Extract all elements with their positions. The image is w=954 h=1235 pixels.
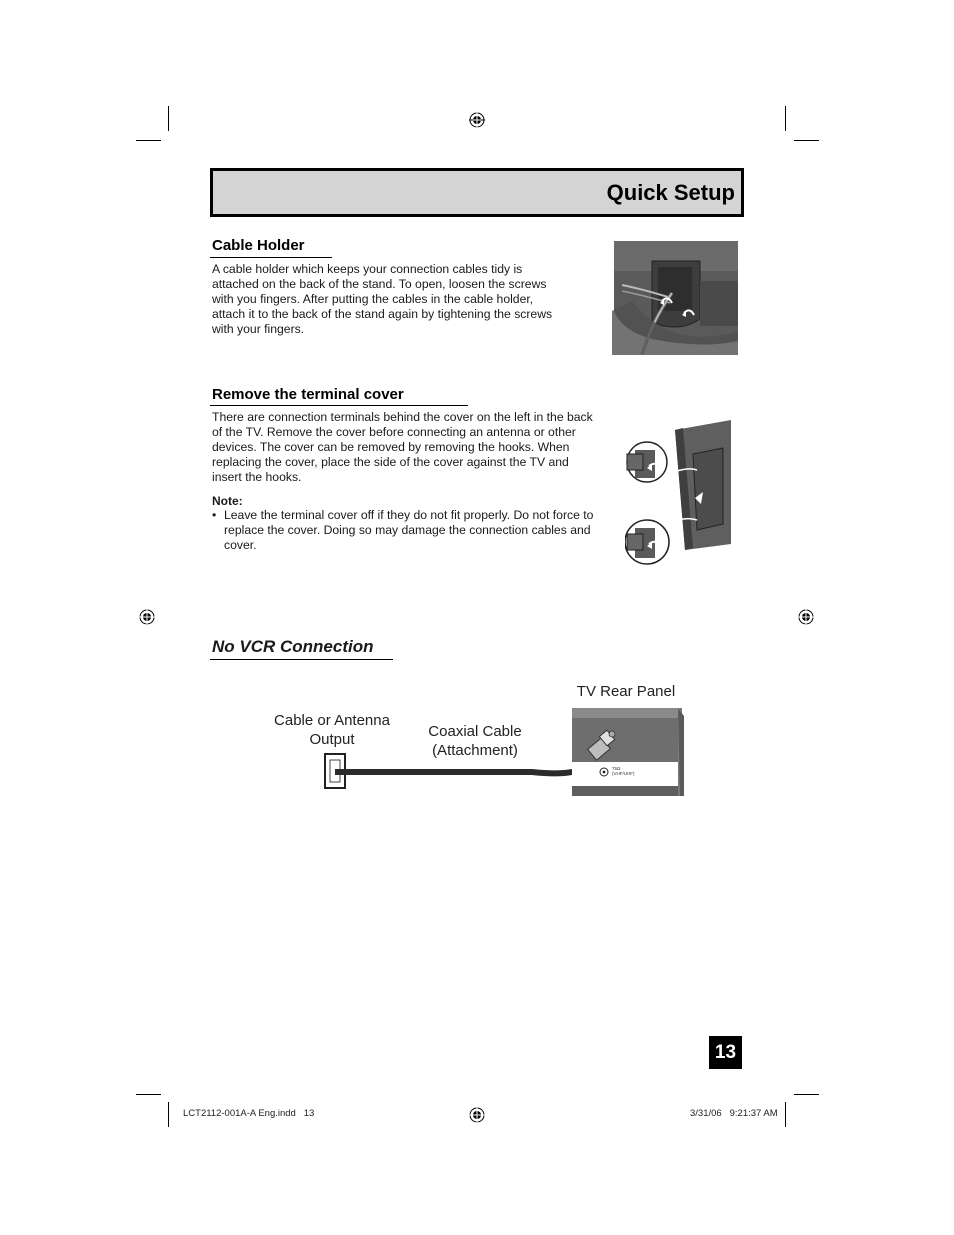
heading-underline (210, 257, 332, 258)
registration-mark-icon (469, 112, 485, 128)
terminal-cover-paragraph (212, 410, 593, 485)
footer-timestamp: 3/31/06 9:21:37 AM (690, 1108, 778, 1119)
text-line: with your fingers. (212, 322, 305, 336)
crop-mark (785, 1102, 786, 1127)
registration-mark-icon (139, 609, 155, 625)
page-title: Quick Setup (606, 180, 735, 205)
registration-mark-icon (798, 609, 814, 625)
terminal-cover-heading: Remove the terminal cover (212, 386, 404, 403)
text-line: devices. The cover can be removed by removing the hooks. When (212, 440, 570, 454)
text-line: of the TV. Remove the cover before connecting an antenna or other (212, 425, 576, 439)
footer-file-name: LCT2112-001A-A Eng.indd 13 (183, 1108, 315, 1119)
note-heading: Note: (212, 494, 243, 508)
port-label (612, 766, 635, 776)
no-vcr-heading: No VCR Connection (212, 637, 374, 656)
crop-mark (785, 106, 786, 131)
coaxial-cable-label-line: Coaxial Cable (428, 723, 522, 740)
page-number: 13 (709, 1036, 742, 1069)
source-label-line: Cable or Antenna (274, 712, 390, 729)
cable-holder-paragraph (212, 262, 552, 337)
port-label-line: (VHF/UHF) (612, 771, 635, 776)
connection-diagram (322, 706, 688, 798)
source-label-line: Output (309, 731, 355, 748)
crop-mark (136, 1094, 161, 1095)
heading-underline (210, 405, 468, 406)
port-label-line: 75Ω (612, 766, 621, 771)
cable-holder-illustration (612, 241, 739, 355)
text-line: replacing the cover, place the side of the cover against the TV and (212, 455, 569, 469)
terminal-cover-illustration (625, 420, 733, 572)
coaxial-cable-label-line: (Attachment) (432, 742, 518, 759)
cable-holder-heading: Cable Holder (212, 237, 305, 254)
heading-underline (210, 659, 393, 660)
crop-mark (794, 1094, 819, 1095)
crop-mark (168, 1102, 169, 1127)
crop-mark (136, 140, 161, 141)
text-line: A cable holder which keeps your connection cables tidy is (212, 262, 523, 276)
tv-rear-panel-label: TV Rear Panel (576, 683, 676, 700)
section-header (210, 168, 744, 217)
note-text: Leave the terminal cover off if they do not fit properly. Do not force to replace the cover. Doing so may damage the connection cables and cover. (224, 508, 594, 552)
crop-mark (168, 106, 169, 131)
text-line: There are connection terminals behind the cover on the left in the back (212, 410, 593, 424)
text-line: attached on the back of the stand. To open, loosen the screws (212, 277, 547, 291)
bullet: • (212, 508, 217, 522)
registration-mark-icon (469, 1107, 485, 1123)
note-item (212, 508, 604, 553)
text-line: with you fingers. After putting the cables in the cable holder, (212, 292, 534, 306)
text-line: attach it to the back of the stand again by tightening the screws (212, 307, 553, 321)
crop-mark (794, 140, 819, 141)
text-line: insert the hooks. (212, 470, 302, 484)
